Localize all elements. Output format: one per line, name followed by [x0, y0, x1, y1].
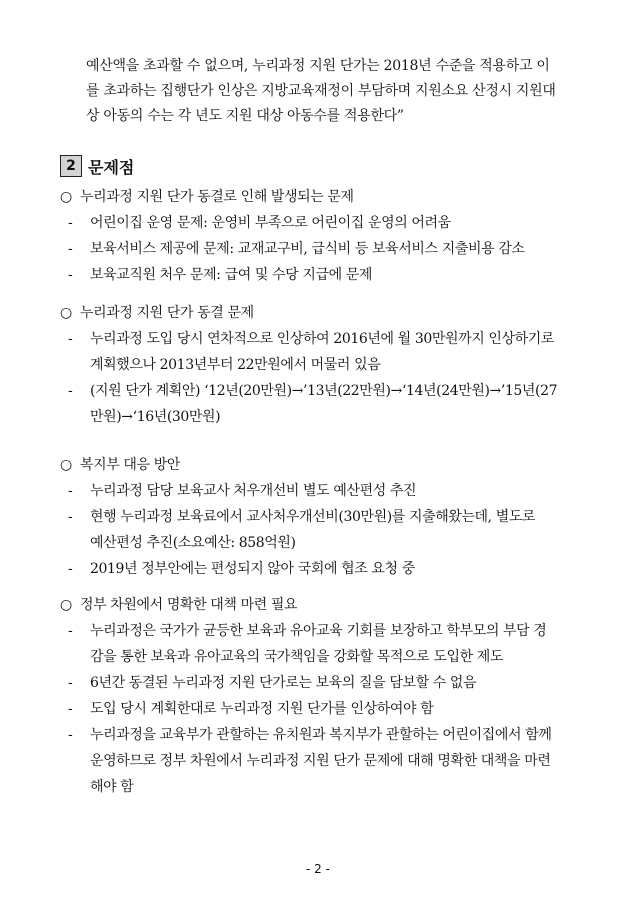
list-item-text: 감을 통한 보육과 유아교육의 국가책임을 강화할 목적으로 도입한 제도: [90, 649, 503, 665]
dash-bullet: -: [68, 701, 73, 717]
list-item: [60, 262, 590, 288]
list-item: [60, 326, 590, 378]
list-item-text: 해야 함: [90, 779, 134, 795]
list-item-text: 어린이집 운영 문제: 운영비 부족으로 어린이집 운영의 어려움: [90, 215, 451, 231]
section-number-badge: 2: [60, 155, 82, 177]
section-header: [60, 154, 134, 178]
issue-block: [60, 592, 590, 800]
list-item-text: 누리과정 도입 당시 연차적으로 인상하여 2016년에 월 30만원까지 인상하기로: [90, 331, 555, 347]
dash-bullet: -: [68, 727, 73, 743]
intro-line: 상 아동의 수는 각 년도 지원 대상 아동수를 적용한다”: [86, 108, 404, 124]
block-heading: [60, 452, 590, 478]
list-item-text: 현행 누리과정 보육료에서 교사처우개선비(30만원)를 지출해왔는데, 별도로: [90, 509, 536, 525]
dash-bullet: -: [68, 331, 73, 347]
list-item: [60, 618, 590, 670]
block-heading-text: 누리과정 지원 단가 동결로 인해 발생되는 문제: [80, 189, 354, 205]
list-item: [60, 210, 590, 236]
dash-bullet: -: [68, 267, 73, 283]
circle-bullet-icon: ○: [60, 597, 72, 613]
list-item-text: 보육서비스 제공에 문제: 교재교구비, 급식비 등 보육서비스 지출비용 감소: [90, 241, 525, 257]
list-item-text: 도입 당시 계획한대로 누리과정 지원 단가를 인상하여야 함: [90, 701, 434, 717]
dash-bullet: -: [68, 561, 73, 577]
page-number: - 2 -: [306, 862, 330, 876]
list-item-text: 누리과정은 국가가 균등한 보육과 유아교육 기회를 보장하고 학부모의 부담 경: [90, 623, 547, 639]
dash-bullet: -: [68, 215, 73, 231]
list-item: [60, 236, 590, 262]
circle-bullet-icon: ○: [60, 305, 72, 321]
issue-block: [60, 184, 590, 288]
list-item: [60, 504, 590, 556]
section-title: 문제점: [88, 157, 135, 177]
block-heading: [60, 300, 590, 326]
list-item-text: 6년간 동결된 누리과정 지원 단가로는 보육의 질을 담보할 수 없음: [90, 675, 477, 691]
intro-line: 예산액을 초과할 수 없으며, 누리과정 지원 단가는 2018년 수준을 적용하고 이: [86, 58, 550, 74]
dash-bullet: -: [68, 623, 73, 639]
block-heading: [60, 592, 590, 618]
list-item: [60, 478, 590, 504]
list-item-text: 계획했으나 2013년부터 22만원에서 머물러 있음: [90, 357, 381, 373]
list-item-text: 2019년 정부안에는 편성되지 않아 국회에 협조 요청 중: [90, 561, 415, 577]
issue-block: [60, 300, 590, 430]
list-item-text: 예산편성 추진(소요예산: 858억원): [90, 535, 296, 551]
circle-bullet-icon: ○: [60, 189, 72, 205]
dash-bullet: -: [68, 383, 73, 399]
issue-block: [60, 452, 590, 582]
list-item: [60, 556, 590, 582]
dash-bullet: -: [68, 483, 73, 499]
list-item-text: 보육교직원 처우 문제: 급여 및 수당 지급에 문제: [90, 267, 373, 283]
list-item: [60, 696, 590, 722]
block-heading-text: 복지부 대응 방안: [80, 457, 180, 473]
list-item: [60, 722, 590, 800]
dash-bullet: -: [68, 675, 73, 691]
circle-bullet-icon: ○: [60, 457, 72, 473]
dash-bullet: -: [68, 509, 73, 525]
list-item: [60, 670, 590, 696]
block-heading: [60, 184, 590, 210]
block-heading-text: 정부 차원에서 명확한 대책 마련 필요: [80, 597, 298, 613]
dash-bullet: -: [68, 241, 73, 257]
list-item: [60, 378, 590, 430]
intro-paragraph: [86, 54, 586, 129]
list-item-text: (지원 단가 계획안) ‘12년(20만원)→’13년(22만원)→‘14년(24만원)→’15년(27: [90, 383, 558, 399]
block-heading-text: 누리과정 지원 단가 동결 문제: [80, 305, 254, 321]
list-item-text: 만원)→‘16년(30만원): [90, 409, 221, 425]
intro-line: 를 초과하는 집행단가 인상은 지방교육재정이 부담하며 지원소요 산정시 지원대: [86, 83, 556, 99]
list-item-text: 누리과정을 교육부가 관할하는 유치원과 복지부가 관할하는 어린이집에서 함께: [90, 727, 552, 743]
list-item-text: 누리과정 담당 보육교사 처우개선비 별도 예산편성 추진: [90, 483, 417, 499]
list-item-text: 운영하므로 정부 차원에서 누리과정 지원 단가 문제에 대해 명확한 대책을 마련: [90, 753, 551, 769]
